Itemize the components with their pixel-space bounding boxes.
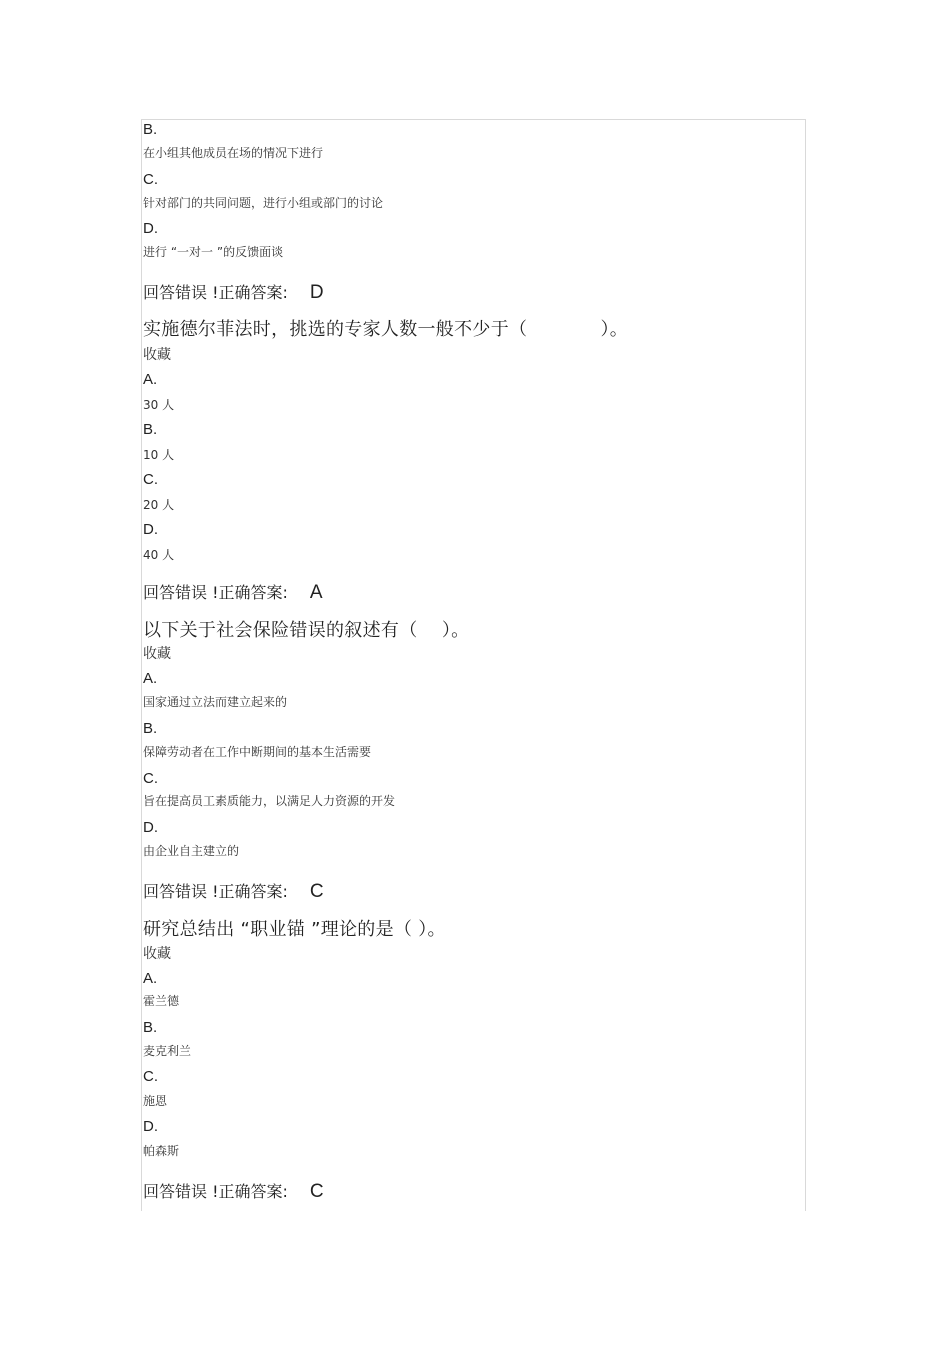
result-label: 回答错误 !正确答案: xyxy=(143,1182,288,1201)
option-text[interactable]: 在小组其他成员在场的情况下进行 xyxy=(143,146,324,160)
option-text[interactable]: 进行 “一对一 ”的反馈面谈 xyxy=(143,245,284,259)
option-text[interactable]: 国家通过立法而建立起来的 xyxy=(143,695,288,709)
option-letter: B. xyxy=(143,121,158,138)
correct-answer: C xyxy=(309,1181,324,1202)
result-label: 回答错误 !正确答案: xyxy=(143,583,288,602)
answer-result xyxy=(143,280,324,304)
option-text[interactable]: 麦克利兰 xyxy=(143,1044,192,1058)
result-label: 回答错误 !正确答案: xyxy=(143,283,288,302)
option-letter: C. xyxy=(143,471,158,488)
result-label: 回答错误 !正确答案: xyxy=(143,882,288,901)
option-letter: A. xyxy=(143,371,158,388)
option-letter: A. xyxy=(143,670,158,687)
option-text[interactable]: 保障劳动者在工作中断期间的基本生活需要 xyxy=(143,745,372,759)
answer-result xyxy=(143,1179,324,1203)
option-letter: B. xyxy=(143,720,158,737)
favorite-link[interactable]: 收藏 xyxy=(143,347,171,363)
answer-result xyxy=(143,580,323,604)
option-text[interactable]: 20 人 xyxy=(143,498,175,512)
option-text[interactable]: 霍兰德 xyxy=(143,994,180,1008)
option-letter: C. xyxy=(143,171,158,188)
answer-result xyxy=(143,879,324,903)
option-text[interactable]: 帕森斯 xyxy=(143,1144,180,1158)
correct-answer: A xyxy=(309,582,323,603)
option-text[interactable]: 施恩 xyxy=(143,1094,168,1108)
option-text[interactable]: 10 人 xyxy=(143,448,175,462)
option-text[interactable]: 针对部门的共同问题，进行小组或部门的讨论 xyxy=(143,196,384,210)
option-letter: D. xyxy=(143,1118,158,1135)
option-letter: D. xyxy=(143,521,158,538)
option-text[interactable]: 旨在提高员工素质能力，以满足人力资源的开发 xyxy=(143,794,396,808)
favorite-link[interactable]: 收藏 xyxy=(143,946,171,962)
option-letter: C. xyxy=(143,770,158,787)
option-letter: B. xyxy=(143,421,158,438)
option-letter: A. xyxy=(143,970,158,987)
option-text[interactable]: 40 人 xyxy=(143,548,175,562)
option-letter: B. xyxy=(143,1019,158,1036)
correct-answer: C xyxy=(309,881,324,902)
favorite-link[interactable]: 收藏 xyxy=(143,646,171,662)
question-title: 实施德尔菲法时，挑选的专家人数一般不少于（ ）。 xyxy=(143,319,629,340)
question-title: 研究总结出 “职业锚 ”理论的是（ ）。 xyxy=(143,919,446,940)
option-letter: D. xyxy=(143,819,158,836)
option-text[interactable]: 由企业自主建立的 xyxy=(143,844,240,858)
option-letter: D. xyxy=(143,220,158,237)
option-letter: C. xyxy=(143,1068,158,1085)
question-title: 以下关于社会保险错误的叙述有（ ）。 xyxy=(143,620,470,641)
correct-answer: D xyxy=(309,282,324,303)
option-text[interactable]: 30 人 xyxy=(143,398,175,412)
